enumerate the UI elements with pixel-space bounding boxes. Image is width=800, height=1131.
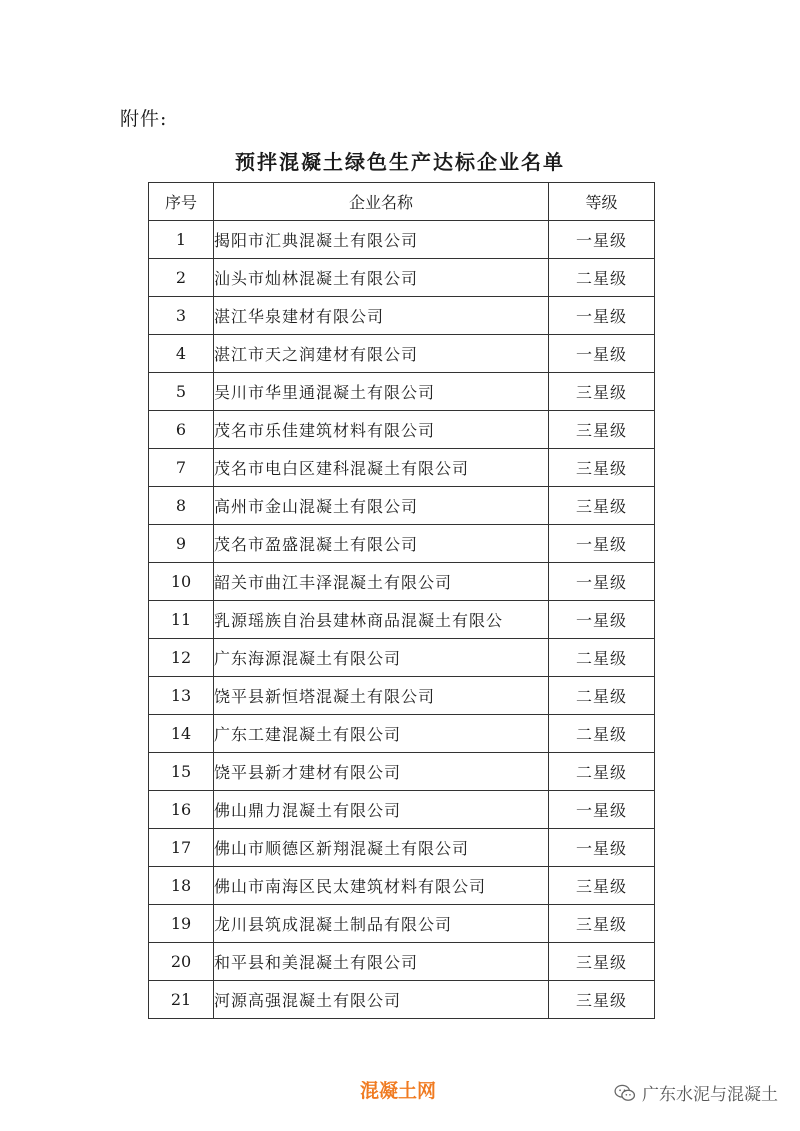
table-row (149, 829, 655, 867)
company-table (148, 182, 655, 1019)
row-company-name: 茂名市乐佳建筑材料有限公司 (214, 411, 549, 449)
table-row (149, 259, 655, 297)
header-seq: 序号 (149, 183, 214, 221)
row-grade: 二星级 (549, 639, 655, 677)
row-seq: 5 (149, 373, 214, 411)
row-seq: 8 (149, 487, 214, 525)
table-row (149, 487, 655, 525)
row-grade: 三星级 (549, 411, 655, 449)
row-company-name: 佛山市顺德区新翔混凝土有限公司 (214, 829, 549, 867)
page-title: 预拌混凝土绿色生产达标企业名单 (235, 150, 565, 174)
table-row (149, 715, 655, 753)
table-row (149, 753, 655, 791)
row-company-name: 饶平县新恒塔混凝土有限公司 (214, 677, 549, 715)
table-body (149, 221, 655, 1019)
row-company-name: 高州市金山混凝土有限公司 (214, 487, 549, 525)
row-seq: 2 (149, 259, 214, 297)
row-grade: 三星级 (549, 905, 655, 943)
row-company-name: 龙川县筑成混凝土制品有限公司 (214, 905, 549, 943)
row-company-name: 揭阳市汇典混凝土有限公司 (214, 221, 549, 259)
row-company-name: 饶平县新才建材有限公司 (214, 753, 549, 791)
attachment-label: 附件: (120, 108, 168, 130)
table-row (149, 297, 655, 335)
row-grade: 三星级 (549, 867, 655, 905)
row-grade: 一星级 (549, 525, 655, 563)
row-company-name: 茂名市盈盛混凝土有限公司 (214, 525, 549, 563)
row-company-name: 汕头市灿林混凝土有限公司 (214, 259, 549, 297)
header-company-name: 企业名称 (214, 183, 549, 221)
row-grade: 二星级 (549, 259, 655, 297)
row-company-name: 湛江华泉建材有限公司 (214, 297, 549, 335)
row-seq: 10 (149, 563, 214, 601)
table-row (149, 905, 655, 943)
header-grade: 等级 (549, 183, 655, 221)
row-seq: 21 (149, 981, 214, 1019)
table-row (149, 449, 655, 487)
row-grade: 三星级 (549, 943, 655, 981)
table-row (149, 981, 655, 1019)
table-row (149, 601, 655, 639)
row-seq: 18 (149, 867, 214, 905)
row-company-name: 佛山市南海区民太建筑材料有限公司 (214, 867, 549, 905)
row-grade: 二星级 (549, 677, 655, 715)
row-company-name: 吴川市华里通混凝土有限公司 (214, 373, 549, 411)
row-company-name: 茂名市电白区建科混凝土有限公司 (214, 449, 549, 487)
row-seq: 1 (149, 221, 214, 259)
row-grade: 三星级 (549, 373, 655, 411)
row-grade: 三星级 (549, 449, 655, 487)
table-row (149, 373, 655, 411)
table-row (149, 563, 655, 601)
table-row (149, 335, 655, 373)
row-grade: 三星级 (549, 487, 655, 525)
row-grade: 二星级 (549, 715, 655, 753)
watermark-account-name: 广东水泥与混凝土 (642, 1085, 778, 1105)
row-company-name: 河源高强混凝土有限公司 (214, 981, 549, 1019)
table-row (149, 411, 655, 449)
row-seq: 14 (149, 715, 214, 753)
row-grade: 一星级 (549, 563, 655, 601)
row-company-name: 乳源瑶族自治县建林商品混凝土有限公 (214, 601, 549, 639)
row-grade: 一星级 (549, 791, 655, 829)
row-seq: 20 (149, 943, 214, 981)
table-row (149, 639, 655, 677)
row-seq: 12 (149, 639, 214, 677)
table-row (149, 867, 655, 905)
row-grade: 一星级 (549, 297, 655, 335)
row-grade: 三星级 (549, 981, 655, 1019)
table-row (149, 525, 655, 563)
row-company-name: 佛山鼎力混凝土有限公司 (214, 791, 549, 829)
row-seq: 4 (149, 335, 214, 373)
table-row (149, 943, 655, 981)
table-row (149, 221, 655, 259)
row-company-name: 和平县和美混凝土有限公司 (214, 943, 549, 981)
row-company-name: 湛江市天之润建材有限公司 (214, 335, 549, 373)
row-seq: 17 (149, 829, 214, 867)
row-seq: 19 (149, 905, 214, 943)
table-row (149, 791, 655, 829)
row-grade: 一星级 (549, 829, 655, 867)
row-grade: 一星级 (549, 601, 655, 639)
row-seq: 6 (149, 411, 214, 449)
row-grade: 一星级 (549, 221, 655, 259)
row-grade: 二星级 (549, 753, 655, 791)
row-seq: 11 (149, 601, 214, 639)
row-seq: 9 (149, 525, 214, 563)
row-seq: 15 (149, 753, 214, 791)
row-company-name: 韶关市曲江丰泽混凝土有限公司 (214, 563, 549, 601)
row-seq: 3 (149, 297, 214, 335)
row-seq: 16 (149, 791, 214, 829)
wechat-icon (614, 1084, 636, 1102)
row-company-name: 广东海源混凝土有限公司 (214, 639, 549, 677)
table-header-row (149, 183, 655, 221)
row-company-name: 广东工建混凝土有限公司 (214, 715, 549, 753)
watermark-site-name: 混凝土网 (360, 1080, 437, 1102)
row-seq: 7 (149, 449, 214, 487)
table-row (149, 677, 655, 715)
watermark-account (614, 1080, 778, 1105)
row-seq: 13 (149, 677, 214, 715)
row-grade: 一星级 (549, 335, 655, 373)
